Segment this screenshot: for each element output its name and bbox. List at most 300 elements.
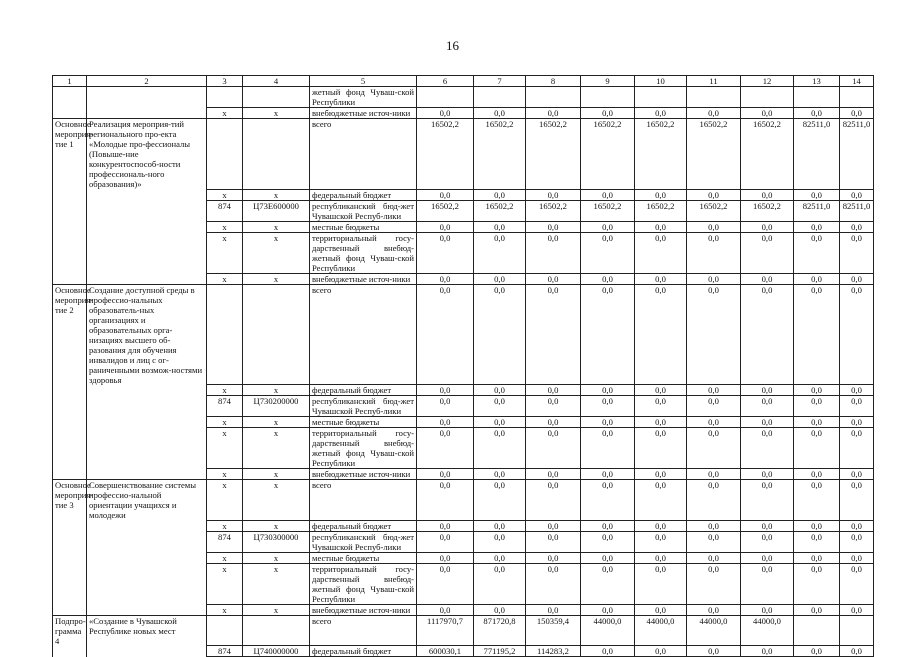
funding-source-cell: федеральный бюджет	[310, 520, 417, 531]
value-cell	[526, 87, 581, 108]
value-cell: 0,0	[687, 189, 741, 200]
value-cell: 771195,2	[474, 646, 526, 657]
budget-code-cell: x	[243, 189, 310, 200]
funding-source-cell: местные бюджеты	[310, 417, 417, 428]
responsible-code-cell	[207, 615, 243, 646]
event-name-cell	[53, 552, 87, 563]
budget-code-cell	[243, 119, 310, 190]
value-cell: 0,0	[687, 108, 741, 119]
value-cell: 0,0	[635, 232, 687, 273]
value-cell: 0,0	[794, 385, 840, 396]
event-name-cell	[53, 520, 87, 531]
event-name-cell	[53, 604, 87, 615]
responsible-code-cell: x	[207, 189, 243, 200]
value-cell: 0,0	[840, 396, 874, 417]
value-cell: 0,0	[635, 273, 687, 284]
event-name-cell	[53, 385, 87, 396]
event-description-cell: Создание доступной среды в профессио-нальных образователь-ных организациях и образовательных орга-низациях высшего об-разования для обучения инвалидов и лиц с ог-раниченными возмож-ностями здоровья	[87, 284, 207, 385]
column-header: 11	[687, 76, 741, 87]
value-cell: 0,0	[687, 646, 741, 657]
event-name-cell	[53, 232, 87, 273]
table-row	[53, 531, 874, 552]
value-cell	[581, 87, 635, 108]
event-name-cell	[53, 87, 87, 108]
value-cell: 0,0	[840, 480, 874, 521]
value-cell: 0,0	[581, 221, 635, 232]
table-row	[53, 189, 874, 200]
table-row	[53, 615, 874, 646]
value-cell: 0,0	[741, 480, 794, 521]
value-cell: 0,0	[794, 480, 840, 521]
value-cell: 0,0	[474, 221, 526, 232]
responsible-code-cell	[207, 87, 243, 108]
value-cell: 0,0	[581, 469, 635, 480]
event-name-cell	[53, 428, 87, 469]
value-cell: 0,0	[635, 469, 687, 480]
value-cell: 0,0	[687, 417, 741, 428]
funding-source-cell: внебюджетные источ-ники	[310, 469, 417, 480]
value-cell: 0,0	[741, 563, 794, 604]
value-cell	[840, 87, 874, 108]
funding-source-cell: всего	[310, 119, 417, 190]
event-name-cell	[53, 531, 87, 552]
value-cell: 0,0	[581, 531, 635, 552]
value-cell: 0,0	[635, 563, 687, 604]
value-cell: 0,0	[687, 221, 741, 232]
value-cell: 82511,0	[840, 119, 874, 190]
event-description-cell	[87, 417, 207, 428]
column-header: 12	[741, 76, 794, 87]
value-cell: 0,0	[526, 563, 581, 604]
value-cell: 0,0	[840, 552, 874, 563]
event-description-cell	[87, 189, 207, 200]
table-row	[53, 646, 874, 657]
value-cell: 0,0	[794, 221, 840, 232]
value-cell: 0,0	[741, 417, 794, 428]
column-header: 13	[794, 76, 840, 87]
event-description-cell	[87, 604, 207, 615]
table-row	[53, 469, 874, 480]
value-cell: 0,0	[794, 646, 840, 657]
value-cell: 0,0	[840, 563, 874, 604]
value-cell: 0,0	[741, 552, 794, 563]
event-name-cell: Основное мероприя-тие 1	[53, 119, 87, 190]
value-cell	[635, 87, 687, 108]
value-cell: 0,0	[794, 273, 840, 284]
value-cell: 0,0	[794, 604, 840, 615]
value-cell: 0,0	[635, 189, 687, 200]
value-cell: 0,0	[741, 646, 794, 657]
value-cell: 0,0	[526, 273, 581, 284]
value-cell: 0,0	[581, 417, 635, 428]
value-cell: 0,0	[474, 552, 526, 563]
value-cell	[840, 615, 874, 646]
value-cell: 150359,4	[526, 615, 581, 646]
value-cell: 0,0	[474, 417, 526, 428]
event-name-cell: Основное мероприя-тие 3	[53, 480, 87, 521]
value-cell: 16502,2	[581, 119, 635, 190]
column-header: 9	[581, 76, 635, 87]
table-row	[53, 221, 874, 232]
value-cell: 0,0	[581, 273, 635, 284]
value-cell: 0,0	[581, 646, 635, 657]
value-cell: 0,0	[581, 108, 635, 119]
event-description-cell	[87, 552, 207, 563]
budget-code-cell: x	[243, 520, 310, 531]
event-description-cell	[87, 563, 207, 604]
column-header: 14	[840, 76, 874, 87]
value-cell: 0,0	[840, 531, 874, 552]
budget-code-cell	[243, 284, 310, 385]
value-cell: 0,0	[417, 563, 474, 604]
table-row	[53, 200, 874, 221]
table-row	[53, 273, 874, 284]
value-cell: 0,0	[687, 552, 741, 563]
value-cell: 0,0	[741, 221, 794, 232]
value-cell: 0,0	[474, 284, 526, 385]
table-row	[53, 480, 874, 521]
value-cell	[794, 615, 840, 646]
event-name-cell	[53, 646, 87, 657]
value-cell: 0,0	[417, 469, 474, 480]
responsible-code-cell: x	[207, 604, 243, 615]
table-row	[53, 284, 874, 385]
budget-code-cell: Ц730300000	[243, 531, 310, 552]
value-cell: 0,0	[741, 108, 794, 119]
responsible-code-cell: x	[207, 417, 243, 428]
value-cell: 0,0	[794, 531, 840, 552]
value-cell: 0,0	[581, 520, 635, 531]
table-row	[53, 428, 874, 469]
funding-source-cell: всего	[310, 284, 417, 385]
table-row	[53, 604, 874, 615]
value-cell: 0,0	[687, 531, 741, 552]
value-cell: 0,0	[474, 563, 526, 604]
value-cell: 0,0	[635, 480, 687, 521]
budget-code-cell: x	[243, 417, 310, 428]
value-cell: 0,0	[840, 417, 874, 428]
value-cell: 0,0	[635, 396, 687, 417]
value-cell: 16502,2	[417, 119, 474, 190]
value-cell: 0,0	[526, 428, 581, 469]
funding-source-cell: федеральный бюджет	[310, 646, 417, 657]
funding-source-cell: федеральный бюджет	[310, 385, 417, 396]
value-cell: 82511,0	[840, 200, 874, 221]
value-cell: 0,0	[417, 189, 474, 200]
value-cell: 0,0	[741, 428, 794, 469]
column-header: 5	[310, 76, 417, 87]
responsible-code-cell: x	[207, 520, 243, 531]
funding-source-cell: республиканский бюд-жет Чувашской Респуб-лики	[310, 396, 417, 417]
value-cell: 0,0	[635, 520, 687, 531]
value-cell: 0,0	[840, 284, 874, 385]
value-cell: 0,0	[687, 563, 741, 604]
value-cell: 0,0	[687, 396, 741, 417]
responsible-code-cell: x	[207, 469, 243, 480]
responsible-code-cell: 874	[207, 531, 243, 552]
value-cell	[474, 87, 526, 108]
responsible-code-cell: x	[207, 480, 243, 521]
budget-code-cell: x	[243, 385, 310, 396]
value-cell: 0,0	[635, 108, 687, 119]
column-header: 2	[87, 76, 207, 87]
table-row	[53, 563, 874, 604]
page-number: 16	[446, 38, 459, 53]
value-cell: 0,0	[474, 385, 526, 396]
table-row	[53, 385, 874, 396]
funding-source-cell: всего	[310, 615, 417, 646]
value-cell	[417, 87, 474, 108]
funding-source-cell: всего	[310, 480, 417, 521]
value-cell: 0,0	[581, 189, 635, 200]
value-cell: 0,0	[635, 604, 687, 615]
value-cell: 0,0	[526, 284, 581, 385]
responsible-code-cell	[207, 284, 243, 385]
value-cell: 0,0	[794, 428, 840, 469]
funding-source-cell: местные бюджеты	[310, 552, 417, 563]
table-row	[53, 520, 874, 531]
event-description-cell	[87, 87, 207, 108]
value-cell: 0,0	[581, 284, 635, 385]
budget-code-cell: x	[243, 221, 310, 232]
value-cell: 0,0	[794, 396, 840, 417]
value-cell: 0,0	[526, 221, 581, 232]
event-description-cell	[87, 232, 207, 273]
value-cell: 0,0	[417, 531, 474, 552]
value-cell: 0,0	[581, 396, 635, 417]
value-cell: 0,0	[417, 396, 474, 417]
value-cell: 0,0	[417, 552, 474, 563]
value-cell: 0,0	[687, 469, 741, 480]
value-cell: 0,0	[741, 531, 794, 552]
event-name-cell: Подпро-грамма 4	[53, 615, 87, 646]
value-cell: 0,0	[635, 428, 687, 469]
event-description-cell: «Создание в Чувашской Республике новых мест	[87, 615, 207, 646]
budget-code-cell: Ц730200000	[243, 396, 310, 417]
value-cell: 0,0	[687, 604, 741, 615]
value-cell: 871720,8	[474, 615, 526, 646]
value-cell: 0,0	[526, 520, 581, 531]
value-cell: 0,0	[741, 604, 794, 615]
value-cell: 0,0	[581, 385, 635, 396]
funding-source-cell: внебюджетные источ-ники	[310, 604, 417, 615]
value-cell: 0,0	[526, 385, 581, 396]
event-description-cell	[87, 520, 207, 531]
value-cell: 0,0	[687, 232, 741, 273]
event-description-cell	[87, 385, 207, 396]
column-header: 3	[207, 76, 243, 87]
budget-code-cell	[243, 87, 310, 108]
responsible-code-cell: 874	[207, 396, 243, 417]
value-cell: 0,0	[794, 284, 840, 385]
column-header: 1	[53, 76, 87, 87]
budget-code-cell: x	[243, 273, 310, 284]
event-name-cell	[53, 221, 87, 232]
event-name-cell	[53, 200, 87, 221]
event-name-cell	[53, 563, 87, 604]
funding-source-cell: федеральный бюджет	[310, 189, 417, 200]
value-cell: 0,0	[526, 552, 581, 563]
header-row	[53, 76, 874, 87]
budget-code-cell: x	[243, 563, 310, 604]
value-cell: 0,0	[840, 604, 874, 615]
budget-table	[52, 75, 874, 657]
table-row	[53, 108, 874, 119]
value-cell: 0,0	[581, 480, 635, 521]
value-cell: 0,0	[474, 480, 526, 521]
value-cell: 0,0	[526, 417, 581, 428]
value-cell: 0,0	[474, 108, 526, 119]
value-cell: 16502,2	[635, 119, 687, 190]
responsible-code-cell: x	[207, 428, 243, 469]
funding-source-cell: республиканский бюд-жет Чувашской Респуб-лики	[310, 200, 417, 221]
value-cell	[687, 87, 741, 108]
column-header: 4	[243, 76, 310, 87]
value-cell: 16502,2	[741, 200, 794, 221]
value-cell: 82511,0	[794, 119, 840, 190]
value-cell: 0,0	[526, 531, 581, 552]
responsible-code-cell	[207, 119, 243, 190]
value-cell: 0,0	[741, 189, 794, 200]
value-cell: 16502,2	[417, 200, 474, 221]
budget-code-cell: x	[243, 428, 310, 469]
value-cell: 0,0	[687, 520, 741, 531]
value-cell: 0,0	[840, 108, 874, 119]
value-cell: 0,0	[794, 552, 840, 563]
event-name-cell	[53, 108, 87, 119]
value-cell: 82511,0	[794, 200, 840, 221]
value-cell: 0,0	[794, 520, 840, 531]
responsible-code-cell: x	[207, 273, 243, 284]
value-cell: 0,0	[840, 385, 874, 396]
value-cell	[794, 87, 840, 108]
event-name-cell	[53, 469, 87, 480]
event-name-cell: Основное мероприя-тие 2	[53, 284, 87, 385]
column-header: 6	[417, 76, 474, 87]
event-description-cell	[87, 396, 207, 417]
value-cell: 16502,2	[741, 119, 794, 190]
event-name-cell	[53, 417, 87, 428]
column-header: 8	[526, 76, 581, 87]
value-cell: 0,0	[794, 108, 840, 119]
value-cell: 0,0	[417, 221, 474, 232]
value-cell: 0,0	[635, 284, 687, 385]
value-cell: 114283,2	[526, 646, 581, 657]
value-cell: 0,0	[741, 385, 794, 396]
value-cell: 16502,2	[581, 200, 635, 221]
value-cell: 600030,1	[417, 646, 474, 657]
value-cell: 0,0	[474, 428, 526, 469]
event-name-cell	[53, 189, 87, 200]
value-cell: 0,0	[687, 273, 741, 284]
value-cell: 0,0	[474, 396, 526, 417]
value-cell: 0,0	[526, 469, 581, 480]
value-cell: 0,0	[794, 417, 840, 428]
value-cell: 16502,2	[474, 119, 526, 190]
value-cell: 16502,2	[526, 200, 581, 221]
responsible-code-cell: x	[207, 108, 243, 119]
funding-source-cell: внебюджетные источ-ники	[310, 273, 417, 284]
value-cell: 0,0	[474, 232, 526, 273]
value-cell: 0,0	[581, 232, 635, 273]
funding-source-cell: местные бюджеты	[310, 221, 417, 232]
column-header: 7	[474, 76, 526, 87]
value-cell: 0,0	[417, 108, 474, 119]
table-row	[53, 87, 874, 108]
funding-source-cell: территориальный госу-дарственный внебюд-жетный фонд Чуваш-ской Республики	[310, 563, 417, 604]
value-cell: 0,0	[840, 428, 874, 469]
value-cell: 0,0	[417, 232, 474, 273]
event-description-cell	[87, 273, 207, 284]
budget-code-cell: Ц73Е600000	[243, 200, 310, 221]
funding-source-cell: жетный фонд Чуваш-ской Республики	[310, 87, 417, 108]
responsible-code-cell: 874	[207, 646, 243, 657]
value-cell: 0,0	[635, 646, 687, 657]
budget-code-cell: x	[243, 604, 310, 615]
table-row	[53, 396, 874, 417]
value-cell: 0,0	[635, 221, 687, 232]
value-cell: 16502,2	[687, 119, 741, 190]
value-cell: 0,0	[635, 552, 687, 563]
value-cell: 0,0	[526, 189, 581, 200]
budget-code-cell: x	[243, 480, 310, 521]
value-cell: 0,0	[417, 273, 474, 284]
budget-code-cell: x	[243, 469, 310, 480]
event-description-cell: Реализация мероприя-тий регионального про-екта «Молодые про-фессионалы (Повыше-ние конкурентоспособ-ности профессиональ-ного образования)»	[87, 119, 207, 190]
value-cell: 0,0	[687, 284, 741, 385]
event-description-cell	[87, 200, 207, 221]
value-cell: 0,0	[794, 469, 840, 480]
value-cell: 0,0	[794, 232, 840, 273]
value-cell: 0,0	[474, 189, 526, 200]
responsible-code-cell: x	[207, 221, 243, 232]
event-description-cell: Совершенствование системы профессио-нальной ориентации учащихся и молодежи	[87, 480, 207, 521]
table-row	[53, 417, 874, 428]
event-name-cell	[53, 273, 87, 284]
value-cell	[741, 87, 794, 108]
value-cell: 0,0	[581, 428, 635, 469]
budget-code-cell: x	[243, 108, 310, 119]
budget-code-cell: Ц740000000	[243, 646, 310, 657]
budget-code-cell: x	[243, 232, 310, 273]
table-row	[53, 232, 874, 273]
responsible-code-cell: 874	[207, 200, 243, 221]
value-cell: 0,0	[687, 480, 741, 521]
funding-source-cell: внебюджетные источ-ники	[310, 108, 417, 119]
value-cell: 0,0	[840, 646, 874, 657]
value-cell: 0,0	[417, 284, 474, 385]
value-cell: 0,0	[741, 520, 794, 531]
value-cell: 0,0	[526, 480, 581, 521]
value-cell: 0,0	[474, 520, 526, 531]
value-cell: 0,0	[417, 428, 474, 469]
responsible-code-cell: x	[207, 385, 243, 396]
value-cell: 44000,0	[635, 615, 687, 646]
value-cell: 0,0	[840, 520, 874, 531]
value-cell: 44000,0	[581, 615, 635, 646]
value-cell: 0,0	[635, 385, 687, 396]
event-description-cell	[87, 646, 207, 657]
value-cell: 0,0	[474, 531, 526, 552]
value-cell: 0,0	[526, 108, 581, 119]
value-cell: 0,0	[581, 552, 635, 563]
event-description-cell	[87, 221, 207, 232]
value-cell: 0,0	[474, 273, 526, 284]
value-cell: 0,0	[417, 417, 474, 428]
value-cell: 44000,0	[687, 615, 741, 646]
value-cell: 16502,2	[526, 119, 581, 190]
value-cell: 0,0	[635, 531, 687, 552]
